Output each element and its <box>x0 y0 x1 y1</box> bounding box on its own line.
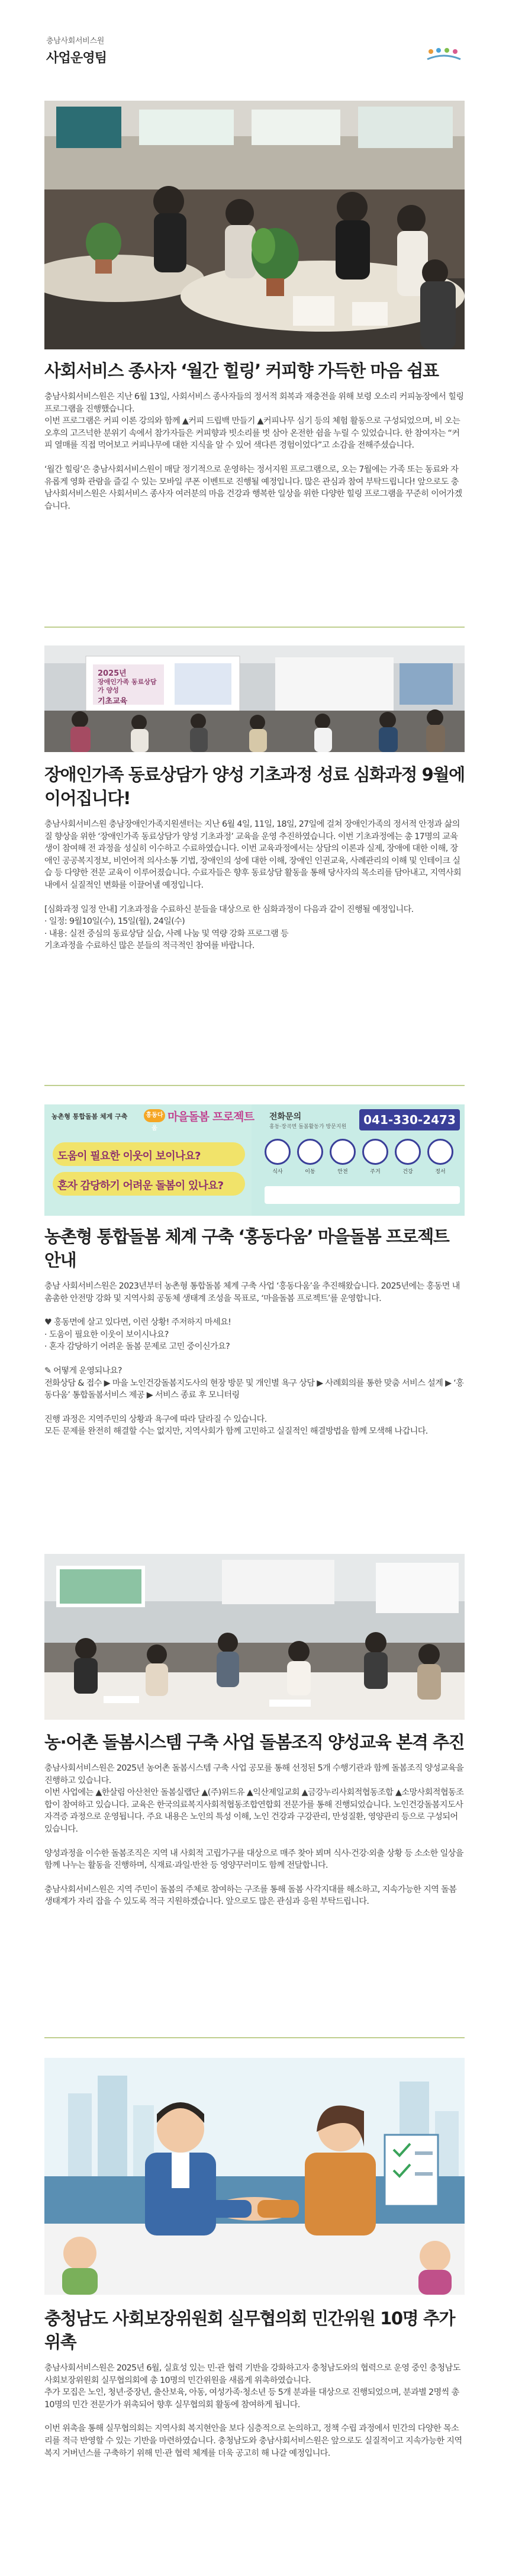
banner-tag: 농촌형 통합돌봄 체계 구축 <box>51 1113 128 1120</box>
class-banner-year: 2025년 <box>98 669 127 678</box>
org-logo-icon <box>425 46 463 64</box>
banner-phone: 041-330-2473 <box>359 1109 460 1130</box>
class-banner <box>98 667 163 706</box>
article-paragraph: 이번 위촉을 통해 실무협의회는 지역사회 복지현안을 보다 심층적으로 논의하고, 정책 수립 과정에서 민간의 다양한 목소리를 적극 반영할 수 있는 기반을 마련하였습니다. 충청남도와 충남사회서비스원은 앞으로도 실질적이고 지속가능한 지역복지 거버넌스를 구축하기 위해 민·관 협력 체계를 더욱 공고히 해 나갈 예정입니다. <box>44 2424 462 2458</box>
article-body <box>0 1280 509 1438</box>
hongdong-care-banner <box>44 1104 465 1216</box>
page-header <box>0 0 509 70</box>
article-paragraph: 충남사회서비스원 충남장애인가족지원센터는 지난 6월 4일, 11일, 18일, 27일에 걸쳐 장애인가족의 정서적 안정과 삶의 질 향상을 위한 ‘장애인가족 동료상담가 양성 기초과정’ 교육을 운영 추진하였습니다. 이번 기초과정에는 총 17명의 교육생이 참여해 전 과정을 성실히 이수하고 수료하였습니다. 이번 교육과정에서는 상담의 이론과 실제, 장애에 대한 이해, 장애인 공공복지정보, 비언어적 의사소통 기법, 장애인의 성에 대한 이해, 장애인 인권교육, 사례관리의 이해 및 인테이크 실습 등 다양한 전문 교육이 이루어졌습니다. 수료자들은 향후 동료상담 활동을 통해 당사자의 목소리를 담아내고, 지역사회 내에서 실질적인 변화를 이끌어낼 예정입니다. <box>44 820 461 890</box>
service-icon <box>395 1139 421 1165</box>
article-body <box>0 391 509 512</box>
class-banner-text: 장애인가족 동료상담가 양성 <box>98 678 157 694</box>
article-paragraph: 충남사회서비스원은 지난 6월 13일, 사회서비스 종사자들의 정서적 회복과 재충전을 위해 보령 오소리 커피농장에서 힐링 프로그램을 진행했습니다. 이번 프로그램은 커피 이론 강의와 함께 ▲커피 드립백 만들기 ▲커피나무 심기 등의 체험 활동으로 구성되었으며, 비 오는 오후의 고즈넉한 분위기 속에서 참가자들은 커피향과 빗소리를 벗 삼아 온전한 쉼을 누릴 수 있었습니다. 한 참여자는 “커피 열매를 직접 먹어보고 커피나무에 대한 지식을 알 수 있어 색다른 경험이었다”고 소감을 전해주셨습니다. <box>44 392 464 451</box>
service-item <box>297 1139 326 1175</box>
service-icon <box>297 1139 323 1165</box>
banner-contact-label: 전화문의 <box>269 1112 302 1122</box>
article-title: 사회서비스 종사자 ‘월간 힐링’ 커피향 가득한 마음 쉼표 <box>44 361 439 381</box>
banner-services <box>265 1139 460 1206</box>
banner-project: 마을돌봄 프로젝트 <box>167 1110 254 1123</box>
section-divider <box>44 1085 465 1086</box>
service-label: 식사 <box>272 1169 283 1175</box>
article-body <box>0 1762 509 1908</box>
service-item <box>427 1139 456 1175</box>
article-care-organization <box>0 1730 509 1920</box>
article-paragraph: ♥ 홍동면에 살고 있다면, 이런 상황! 주저하지 마세요! · 도움이 필요한 이웃이 보이시나요? · 혼자 감당하기 어려운 돌봄 문제로 고민 중이신가요? <box>44 1318 231 1352</box>
service-label: 건강 <box>402 1169 413 1175</box>
service-icon <box>362 1139 388 1165</box>
service-label: 이동 <box>305 1169 315 1175</box>
class-banner-sub: 기초교육 <box>98 697 128 706</box>
banner-contact-sub: 홍동·장곡면 돌봄활동가 방문지원 <box>269 1124 347 1130</box>
article-peer-counselor <box>0 763 509 964</box>
banner-question-1: 도움이 필요한 이웃이 보이나요? <box>57 1150 201 1162</box>
service-icon <box>427 1139 453 1165</box>
peer-counselor-class-photo <box>44 645 465 752</box>
article-title: 충청남도 사회보장위원회 실무협의회 민간위원 10명 추가 위촉 <box>44 2308 455 2352</box>
article-title: 농촌형 통합돌봄 체계 구축 ‘홍동다움’ 마을돌봄 프로젝트 안내 <box>44 1226 449 1270</box>
banner-question-2: 혼자 감당하기 어려운 돌봄이 있나요? <box>57 1180 224 1192</box>
article-paragraph: 충남사회서비스원은 2025년 6월, 실효성 있는 민·관 협력 기반을 강화하고자 충청남도와의 협력으로 운영 중인 충청남도 사회보장위원회 실무협의회에 총 10명의 민간위원을 새롭게 위촉하였습니다. 추가 모집은 노인, 청년·중장년, 출산보육, 아동, 여성가족·청소년 등 5개 분과를 대상으로 진행되었으며, 분과별 2명씩 총 10명의 민간 전문가가 위촉되어 향후 실무협의회 활동에 참여하게 됩니다. <box>44 2363 460 2410</box>
article-paragraph: [심화과정 일정 안내] 기초과정을 수료하신 분들을 대상으로 한 심화과정이 다음과 같이 진행될 예정입니다. · 일정: 9월10일(수), 15일(월), 24일(수) · 내용: 실전 중심의 동료상담 실습, 사례 나눔 및 역량 강화 프로그램 등 기초과정을 수료하신 많은 분들의 적극적인 참여를 바랍니다. <box>44 904 414 951</box>
article-paragraph: ✎ 어떻게 운영되나요? 전화상담 & 접수 ▶ 마을 노인건강돌봄지도사의 현장 방문 및 개인별 욕구 상담 ▶ 사례회의를 통한 맞춤 서비스 설계 ▶ ‘홍동다움’ 통합돌봄서비스 제공 ▶ 서비스 종료 후 모니터링 <box>44 1366 464 1401</box>
article-social-security-committee <box>0 2307 509 2459</box>
service-icon <box>330 1139 356 1165</box>
service-label: 정서 <box>435 1169 446 1175</box>
dept-title: 사업운영팀 <box>46 51 107 66</box>
article-paragraph: 충남사회서비스원은 2025년 농어촌 돌봄시스템 구축 사업 공모를 통해 선정된 5개 수행기관과 함께 돌봄조직 양성교육을 진행하고 있습니다. 이번 사업에는 ▲한살림 아산천안 돌봄실랩단 ▲(주)위드유 ▲익산제일교회 ▲금강누리사회적협동조합 ▲소망사회적협동조합이 참여하고 있습니다. 교육은 한국의료복지사회적협동조합연합회 전문가를 통해 진행되었습니다. 노인건강돌봄지도사 자격증 과정으로 운영됩니다. 주요 내용은 노인의 특성 이해, 노인 건강과 구강관리, 만성질환, 영양관리 등으로 구성되어 있습니다. <box>44 1764 464 1834</box>
article-title: 농·어촌 돌봄시스템 구축 사업 돌봄조직 양성교육 본격 추진 <box>44 1732 465 1752</box>
committee-illustration <box>44 2058 465 2295</box>
service-item <box>330 1139 358 1175</box>
service-label: 안전 <box>337 1169 348 1175</box>
article-paragraph: 충남사회서비스원은 지역 주민이 돌봄의 주체로 참여하는 구조를 통해 돌봄 사각지대를 해소하고, 지속가능한 지역 돌봄 생태계가 자리 잡을 수 있도록 적극 지원하겠습니다. 앞으로도 많은 관심과 응원 부탁드립니다. <box>44 1884 457 1907</box>
article-coffee-healing <box>0 359 509 524</box>
article-paragraph: 진행 과정은 지역주민의 상황과 욕구에 따라 달라질 수 있습니다. 모든 문제를 완전히 해결할 수는 없지만, 지역사회가 함께 고민하고 실질적인 해결방법을 함께 모색해 나갑니다. <box>44 1414 428 1437</box>
coffee-workshop-photo <box>44 101 465 349</box>
article-body <box>0 2362 509 2459</box>
org-name: 충남사회서비스원 <box>46 37 105 46</box>
article-paragraph: 양성과정을 이수한 돌봄조직은 지역 내 사회적 고립가구를 대상으로 매주 찾아 뵈며 식사·건강·외출 상황 등 소소한 일상을 함께 나누는 활동을 진행하며, 식재료·과일·반찬 등 영양꾸러미도 함께 전달합니다. <box>44 1848 463 1871</box>
article-title: 장애인가족 동료상담가 양성 기초과정 성료 심화과정 9월에 이어집니다! <box>44 765 465 808</box>
service-icon <box>265 1139 291 1165</box>
service-label: 주거 <box>370 1169 381 1175</box>
article-hongdong-care <box>0 1225 509 1450</box>
banner-brand: 흥동다움 <box>144 1109 165 1122</box>
article-paragraph: ‘월간 힐링’은 충남사회서비스원이 매달 정기적으로 운영하는 정서지원 프로그램으로, 오는 7월에는 가족 또는 동료와 자유롭게 영화 관람을 즐길 수 있는 모바일 쿠폰 이벤트로 진행될 예정입니다. 많은 관심과 참여 부탁드립니다! 앞으로도 충남사회서비스원은 사회서비스 종사자 여러분의 마음 건강과 행복한 일상을 위한 다양한 힐링 프로그램을 꾸준히 이어가겠습니다. <box>44 464 462 511</box>
section-divider <box>44 627 465 628</box>
service-item <box>395 1139 423 1175</box>
service-item <box>362 1139 391 1175</box>
service-item <box>265 1139 293 1175</box>
article-paragraph: 충남 사회서비스원은 2023년부터 농촌형 통합돌봄 체계 구축 사업 ‘홍동다움’을 추진해왔습니다. 2025년에는 홍동면 내 촘촘한 안전망 강화 및 지역사회 공동체 생태계 조성을 목표로, ‘마을돌봄 프로젝트’를 운영합니다. <box>44 1281 460 1303</box>
care-training-photo <box>44 1554 465 1720</box>
article-body <box>0 818 509 952</box>
section-divider <box>44 2037 465 2038</box>
